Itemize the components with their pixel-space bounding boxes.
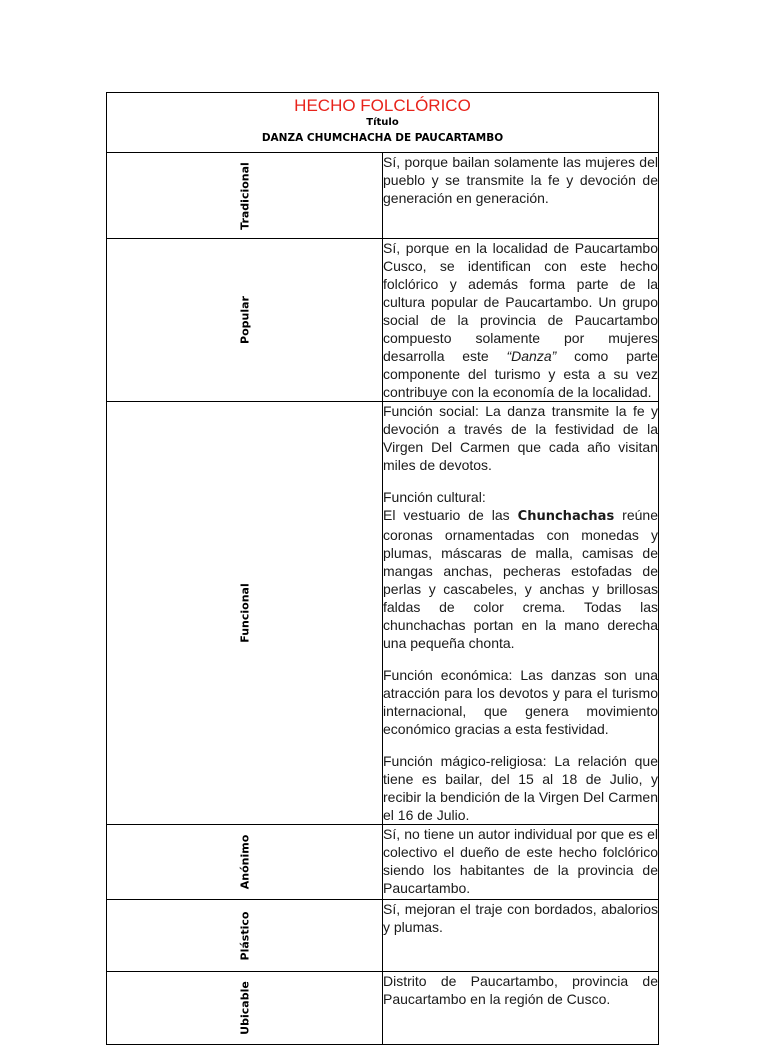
text-ubicable: Distrito de Paucartambo, provincia de Paucartambo en la región de Cusco.: [383, 973, 658, 1007]
title-label: Título: [366, 117, 399, 128]
text-tradicional: Sí, porque bailan solamente las mujeres del pueblo y se transmite la fe y devoción de generación en generación.: [383, 154, 658, 206]
funcion-magico-religiosa: Función mágico-religiosa: La relación que tiene es bailar, del 15 al 18 de Julio, y recibir la bendición de la Virgen Del Carmen el 16 de Julio.: [383, 753, 658, 823]
row-anonimo: [107, 825, 659, 900]
label-tradicional: Tradicional: [238, 161, 251, 230]
text-cell-plastico: [383, 900, 659, 972]
row-ubicable: [107, 972, 659, 1045]
document-title: HECHO FOLCLÓRICO: [294, 96, 471, 115]
header-row: [107, 93, 659, 153]
text-anonimo: Sí, no tiene un autor individual por que es el colectivo el dueño de este hecho folclórico siendo los habitantes de la provincia de Paucartambo.: [383, 826, 658, 896]
text-cell-popular: [383, 239, 659, 402]
row-popular: [107, 239, 659, 402]
popular-text-before: Sí, porque en la localidad de Paucartambo Cusco, se identifican con este hecho folclórico y además forma parte de la cultura popular de Paucartambo. Un grupo social de la provincia de Paucartambo compuesto solamente por mujeres desarrolla este: [383, 240, 658, 364]
row-tradicional: [107, 153, 659, 239]
label-cell-plastico: [107, 900, 383, 972]
label-funcional: Funcional: [238, 583, 251, 643]
label-cell-tradicional: [107, 153, 383, 239]
funcion-social: Función social: La danza transmite la fe y devoción a través de la festividad de la Virgen Del Carmen que cada año visitan miles de devotos.: [383, 403, 658, 473]
label-ubicable: Ubicable: [238, 981, 251, 1035]
cultural-text-after: reúne coronas ornamentadas con monedas y plumas, máscaras de malla, camisas de mangas anchas, pecheras estofadas de perlas y cascabeles, y anchas y brillosas faldas de color crema. Todas las chunchachas portan en la mano derecha una pequeña chonta.: [383, 507, 658, 651]
popular-text-emphasis: “Danza”: [506, 348, 557, 364]
label-plastico: Plástico: [238, 911, 251, 960]
label-popular: Popular: [238, 296, 251, 344]
funcion-economica: Función económica: Las danzas son una atracción para los devotos y para el turismo internacional, que genera movimiento económico gracias a esta festividad.: [383, 667, 658, 737]
cultural-heading: Función cultural:: [383, 489, 486, 505]
text-cell-ubicable: [383, 972, 659, 1045]
funcion-cultural: [383, 488, 658, 652]
chunchachas-bold: Chunchachas: [517, 509, 615, 524]
label-cell-popular: [107, 239, 383, 402]
row-plastico: [107, 900, 659, 972]
label-cell-anonimo: [107, 825, 383, 900]
text-cell-tradicional: [383, 153, 659, 239]
label-cell-funcional: [107, 402, 383, 825]
text-cell-anonimo: [383, 825, 659, 900]
text-plastico: Sí, mejoran el traje con bordados, abalorios y plumas.: [383, 901, 658, 935]
dance-name: DANZA CHUMCHACHA DE PAUCARTAMBO: [261, 132, 504, 144]
header-cell: [107, 93, 659, 153]
label-anonimo: Anónimo: [238, 834, 251, 890]
cultural-text-before: El vestuario de las: [383, 507, 518, 523]
folklore-table: [106, 92, 659, 1045]
text-popular: [383, 239, 658, 401]
text-cell-funcional: [383, 402, 659, 825]
row-funcional: [107, 402, 659, 825]
label-cell-ubicable: [107, 972, 383, 1045]
popular-text-after: como parte componente del turismo y esta a su vez contribuye con la economía de la localidad.: [383, 348, 658, 400]
